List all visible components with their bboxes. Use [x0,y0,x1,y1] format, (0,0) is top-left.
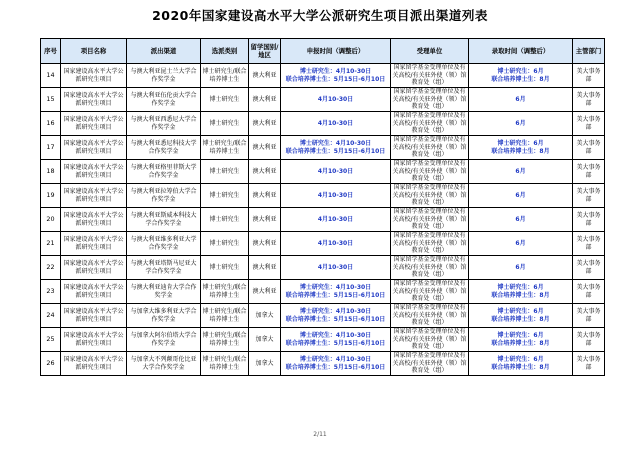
cell-dept: 美大事务部 [573,88,605,112]
header-unit: 受理单位 [391,39,469,64]
header-dept: 主管部门 [573,39,605,64]
cell-dept: 美大事务部 [573,112,605,136]
cell-admit-time: 博士研究生：6月 联合培养博士生：8月 [469,352,573,376]
header-channel: 派出渠道 [127,39,201,64]
page-title: 2020年国家建设高水平大学公派研究生项目派出渠道列表 [152,8,488,23]
table-row [41,352,605,376]
cell-apply-time: 博士研究生：4月10-30日 联合培养博士生：5月15日-6月10日 [281,280,391,304]
cell-no: 23 [41,280,61,304]
table-row [41,232,605,256]
cell-category: 博士研究生 [201,208,249,232]
cell-project: 国家建设高水平大学公派研究生项目 [61,328,127,352]
cell-unit: 国家留学基金受理单位及有关高校/有关驻外使（领）馆教育处（组） [392,328,467,351]
header-admit-time: 录取时间（调整后） [469,39,573,64]
cell-unit: 国家留学基金受理单位及有关高校/有关驻外使（领）馆教育处（组） [392,352,467,375]
cell-country: 澳大利亚 [249,64,281,88]
cell-category: 博士研究生 [201,184,249,208]
channel-table [40,38,605,376]
cell-unit: 国家留学基金受理单位及有关高校/有关驻外使（领）馆教育处（组） [392,280,467,303]
table-row [41,64,605,88]
cell-category: 博士研究生 [201,112,249,136]
cell-dept: 美大事务部 [573,352,605,376]
cell-channel: 与加拿大不列颠哥伦比亚大学合作奖学金 [127,352,201,376]
cell-country: 澳大利亚 [249,208,281,232]
table-row [41,184,605,208]
cell-admit-time: 博士研究生：6月 联合培养博士生：8月 [469,280,573,304]
cell-category: 博士研究生 [201,256,249,280]
cell-unit: 国家留学基金受理单位及有关高校/有关驻外使（领）馆教育处（组） [392,160,467,183]
cell-channel: 与澳大利亚迪肯大学合作奖学金 [127,280,201,304]
cell-apply-time: 博士研究生：4月10-30日 联合培养博士生：5月15日-6月10日 [281,136,391,160]
header-category: 选派类别 [201,39,249,64]
cell-admit-time: 博士研究生：6月 联合培养博士生：8月 [469,304,573,328]
header-project: 项目名称 [61,39,127,64]
cell-project: 国家建设高水平大学公派研究生项目 [61,352,127,376]
cell-category: 博士研究生 [201,160,249,184]
table-header-row [41,39,605,64]
cell-country: 澳大利亚 [249,112,281,136]
cell-admit-time: 6月 [469,88,573,112]
cell-category: 博士研究生/联合培养博士生 [201,328,249,352]
cell-dept: 美大事务部 [573,328,605,352]
cell-dept: 美大事务部 [573,64,605,88]
cell-admit-time: 博士研究生：6月 联合培养博士生：8月 [469,136,573,160]
cell-no: 18 [41,160,61,184]
cell-project: 国家建设高水平大学公派研究生项目 [61,304,127,328]
cell-country: 澳大利亚 [249,232,281,256]
cell-channel: 与澳大利亚伍伦贡大学合作奖学金 [127,88,201,112]
cell-dept: 美大事务部 [573,280,605,304]
cell-unit: 国家留学基金受理单位及有关高校/有关驻外使（领）馆教育处（组） [392,184,467,207]
cell-channel: 与澳大利亚西悉尼大学合作奖学金 [127,112,201,136]
cell-apply-time: 4月10-30日 [281,184,391,208]
cell-channel: 与澳大利亚斯威本科技大学合作奖学金 [127,208,201,232]
cell-channel: 与澳大利亚维多利亚大学合作奖学金 [127,232,201,256]
cell-admit-time: 6月 [469,160,573,184]
table-row [41,88,605,112]
table-row [41,256,605,280]
cell-apply-time: 博士研究生：4月10-30日 联合培养博士生：5月15日-6月10日 [281,304,391,328]
cell-unit: 国家留学基金受理单位及有关高校/有关驻外使（领）馆教育处（组） [392,136,467,159]
table-row [41,208,605,232]
cell-project: 国家建设高水平大学公派研究生项目 [61,136,127,160]
cell-unit: 国家留学基金受理单位及有关高校/有关驻外使（领）馆教育处（组） [392,304,467,327]
cell-country: 加拿大 [249,304,281,328]
header-no: 序号 [41,39,61,64]
cell-apply-time: 4月10-30日 [281,88,391,112]
cell-country: 澳大利亚 [249,136,281,160]
cell-category: 博士研究生/联合培养博士生 [201,304,249,328]
cell-apply-time: 博士研究生：4月10-30日 联合培养博士生：5月15日-6月10日 [281,328,391,352]
cell-unit: 国家留学基金受理单位及有关高校/有关驻外使（领）馆教育处（组） [392,232,467,255]
cell-apply-time: 博士研究生：4月10-30日 联合培养博士生：5月15日-6月10日 [281,352,391,376]
cell-unit: 国家留学基金受理单位及有关高校/有关驻外使（领）馆教育处（组） [392,64,467,87]
cell-unit: 国家留学基金受理单位及有关高校/有关驻外使（领）馆教育处（组） [392,88,467,111]
cell-no: 21 [41,232,61,256]
table-row [41,160,605,184]
cell-category: 博士研究生/联合培养博士生 [201,352,249,376]
header-apply-time: 申报时间（调整后） [281,39,391,64]
cell-apply-time: 4月10-30日 [281,208,391,232]
cell-dept: 美大事务部 [573,256,605,280]
cell-channel: 与澳大利亚悉尼科技大学合作奖学金 [127,136,201,160]
table-row [41,112,605,136]
cell-channel: 与澳大利亚格里菲斯大学合作奖学金 [127,160,201,184]
cell-no: 26 [41,352,61,376]
cell-dept: 美大事务部 [573,184,605,208]
cell-admit-time: 博士研究生：6月 联合培养博士生：8月 [469,328,573,352]
table-body [41,64,605,376]
cell-dept: 美大事务部 [573,136,605,160]
cell-no: 16 [41,112,61,136]
cell-project: 国家建设高水平大学公派研究生项目 [61,256,127,280]
cell-country: 澳大利亚 [249,160,281,184]
header-country: 留学国别/地区 [249,39,281,64]
cell-channel: 与澳大利亚拉筹伯大学合作奖学金 [127,184,201,208]
cell-dept: 美大事务部 [573,160,605,184]
cell-category: 博士研究生/联合培养博士生 [201,64,249,88]
cell-dept: 美大事务部 [573,208,605,232]
cell-admit-time: 6月 [469,256,573,280]
cell-admit-time: 6月 [469,112,573,136]
cell-category: 博士研究生/联合培养博士生 [201,280,249,304]
table-row [41,280,605,304]
cell-project: 国家建设高水平大学公派研究生项目 [61,280,127,304]
cell-country: 澳大利亚 [249,184,281,208]
cell-project: 国家建设高水平大学公派研究生项目 [61,160,127,184]
cell-channel: 与澳大利亚昆士兰大学合作奖学金 [127,64,201,88]
cell-admit-time: 6月 [469,184,573,208]
cell-dept: 美大事务部 [573,232,605,256]
cell-project: 国家建设高水平大学公派研究生项目 [61,64,127,88]
cell-project: 国家建设高水平大学公派研究生项目 [61,184,127,208]
cell-no: 20 [41,208,61,232]
cell-category: 博士研究生 [201,232,249,256]
table-row [41,136,605,160]
cell-country: 加拿大 [249,328,281,352]
cell-apply-time: 4月10-30日 [281,112,391,136]
cell-apply-time: 4月10-30日 [281,256,391,280]
cell-project: 国家建设高水平大学公派研究生项目 [61,88,127,112]
cell-apply-time: 4月10-30日 [281,160,391,184]
cell-admit-time: 6月 [469,232,573,256]
cell-channel: 与澳大利亚塔斯马尼亚大学合作奖学金 [127,256,201,280]
cell-no: 24 [41,304,61,328]
page-number: 2/11 [313,431,327,438]
cell-country: 澳大利亚 [249,256,281,280]
cell-no: 15 [41,88,61,112]
cell-project: 国家建设高水平大学公派研究生项目 [61,208,127,232]
cell-admit-time: 博士研究生：6月 联合培养博士生：8月 [469,64,573,88]
cell-channel: 与加拿大维多利亚大学合作奖学金 [127,304,201,328]
cell-category: 博士研究生/联合培养博士生 [201,136,249,160]
table-row [41,328,605,352]
cell-no: 22 [41,256,61,280]
cell-channel: 与加拿大阿尔伯塔大学合作奖学金 [127,328,201,352]
cell-category: 博士研究生 [201,88,249,112]
cell-country: 加拿大 [249,352,281,376]
cell-no: 25 [41,328,61,352]
cell-unit: 国家留学基金受理单位及有关高校/有关驻外使（领）馆教育处（组） [392,112,467,135]
cell-country: 澳大利亚 [249,280,281,304]
cell-apply-time: 4月10-30日 [281,232,391,256]
cell-dept: 美大事务部 [573,304,605,328]
cell-no: 14 [41,64,61,88]
cell-admit-time: 6月 [469,208,573,232]
cell-unit: 国家留学基金受理单位及有关高校/有关驻外使（领）馆教育处（组） [392,256,467,279]
cell-project: 国家建设高水平大学公派研究生项目 [61,232,127,256]
cell-country: 澳大利亚 [249,88,281,112]
cell-unit: 国家留学基金受理单位及有关高校/有关驻外使（领）馆教育处（组） [392,208,467,231]
table-row [41,304,605,328]
cell-project: 国家建设高水平大学公派研究生项目 [61,112,127,136]
cell-no: 19 [41,184,61,208]
cell-no: 17 [41,136,61,160]
cell-apply-time: 博士研究生：4月10-30日 联合培养博士生：5月15日-6月10日 [281,64,391,88]
